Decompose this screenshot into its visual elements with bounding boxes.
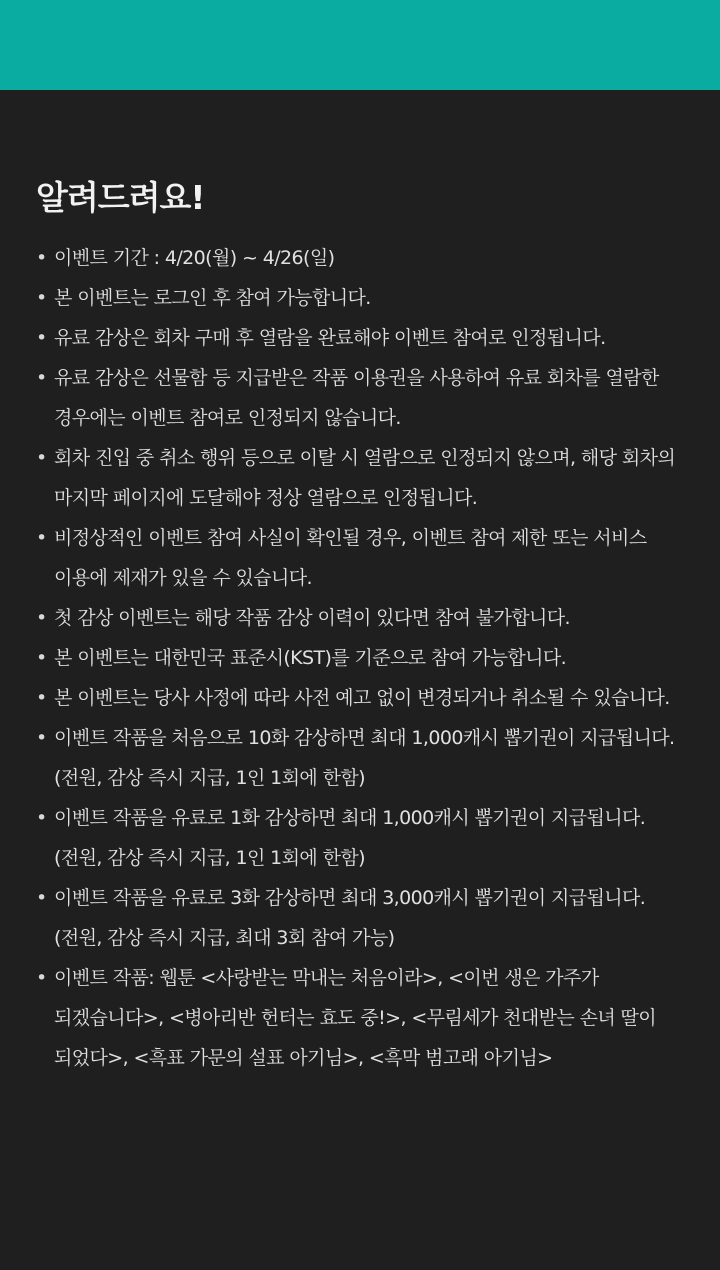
notice-text: 유료 감상은 선물함 등 지급받은 작품 이용권을 사용하여 유료 회차를 열람한 경우에는 이벤트 참여로 인정되지 않습니다. [54,367,659,429]
notice-item [36,678,684,718]
bullet-icon: • [36,687,47,709]
bullet-icon: • [36,727,47,749]
notice-item [36,798,684,878]
notice-item [36,238,684,278]
bullet-icon: • [36,607,47,629]
notice-item [36,318,684,358]
bullet-icon: • [36,807,47,829]
notice-text: 본 이벤트는 대한민국 표준시(KST)를 기준으로 참여 가능합니다. [54,647,567,669]
bullet-icon: • [36,647,47,669]
notice-item [36,878,684,958]
notice-item [36,438,684,518]
notice-title: 알려드려요! [36,178,205,217]
bullet-icon: • [36,287,47,309]
bullet-icon: • [36,247,47,269]
bullet-icon: • [36,367,47,389]
notice-text: 이벤트 기간 : 4/20(월) ~ 4/26(일) [54,247,335,269]
bullet-icon: • [36,447,47,469]
notice-item [36,518,684,598]
notice-text: 비정상적인 이벤트 참여 사실이 확인될 경우, 이벤트 참여 제한 또는 서비스 이용에 제재가 있을 수 있습니다. [54,527,647,589]
notice-text: 이벤트 작품: 웹툰 <사랑받는 막내는 처음이라>, <이번 생은 가주가 되겠습니다>, <병아리반 헌터는 효도 중!>, <무림세가 천대받는 손녀 딸이 되었다>, <흑표 가문의 설표 아기님>, <흑막 범고래 아기님> [54,967,657,1069]
notice-text: 본 이벤트는 로그인 후 참여 가능합니다. [54,287,371,309]
notice-list [36,238,684,1078]
notice-text: 본 이벤트는 당사 사정에 따라 사전 예고 없이 변경되거나 취소될 수 있습니다. [54,687,670,709]
notice-text: 이벤트 작품을 처음으로 10화 감상하면 최대 1,000캐시 뽑기권이 지급됩니다. (전원, 감상 즉시 지급, 1인 1회에 한함) [54,727,675,789]
notice-text: 유료 감상은 회차 구매 후 열람을 완료해야 이벤트 참여로 인정됩니다. [54,327,606,349]
notice-item [36,598,684,638]
notice-text: 이벤트 작품을 유료로 1화 감상하면 최대 1,000캐시 뽑기권이 지급됩니다. (전원, 감상 즉시 지급, 1인 1회에 한함) [54,807,646,869]
bullet-icon: • [36,967,47,989]
bullet-icon: • [36,527,47,549]
bullet-icon: • [36,887,47,909]
notice-text: 이벤트 작품을 유료로 3화 감상하면 최대 3,000캐시 뽑기권이 지급됩니다. (전원, 감상 즉시 지급, 최대 3회 참여 가능) [54,887,646,949]
notice-item [36,638,684,678]
notice-item [36,358,684,438]
notice-item [36,278,684,318]
notice-section [0,90,720,1078]
notice-text: 회차 진입 중 취소 행위 등으로 이탈 시 열람으로 인정되지 않으며, 해당 회차의 마지막 페이지에 도달해야 정상 열람으로 인정됩니다. [54,447,676,509]
bullet-icon: • [36,327,47,349]
header-bar [0,0,720,90]
notice-text: 첫 감상 이벤트는 해당 작품 감상 이력이 있다면 참여 불가합니다. [54,607,571,629]
notice-item [36,958,684,1078]
notice-item [36,718,684,798]
